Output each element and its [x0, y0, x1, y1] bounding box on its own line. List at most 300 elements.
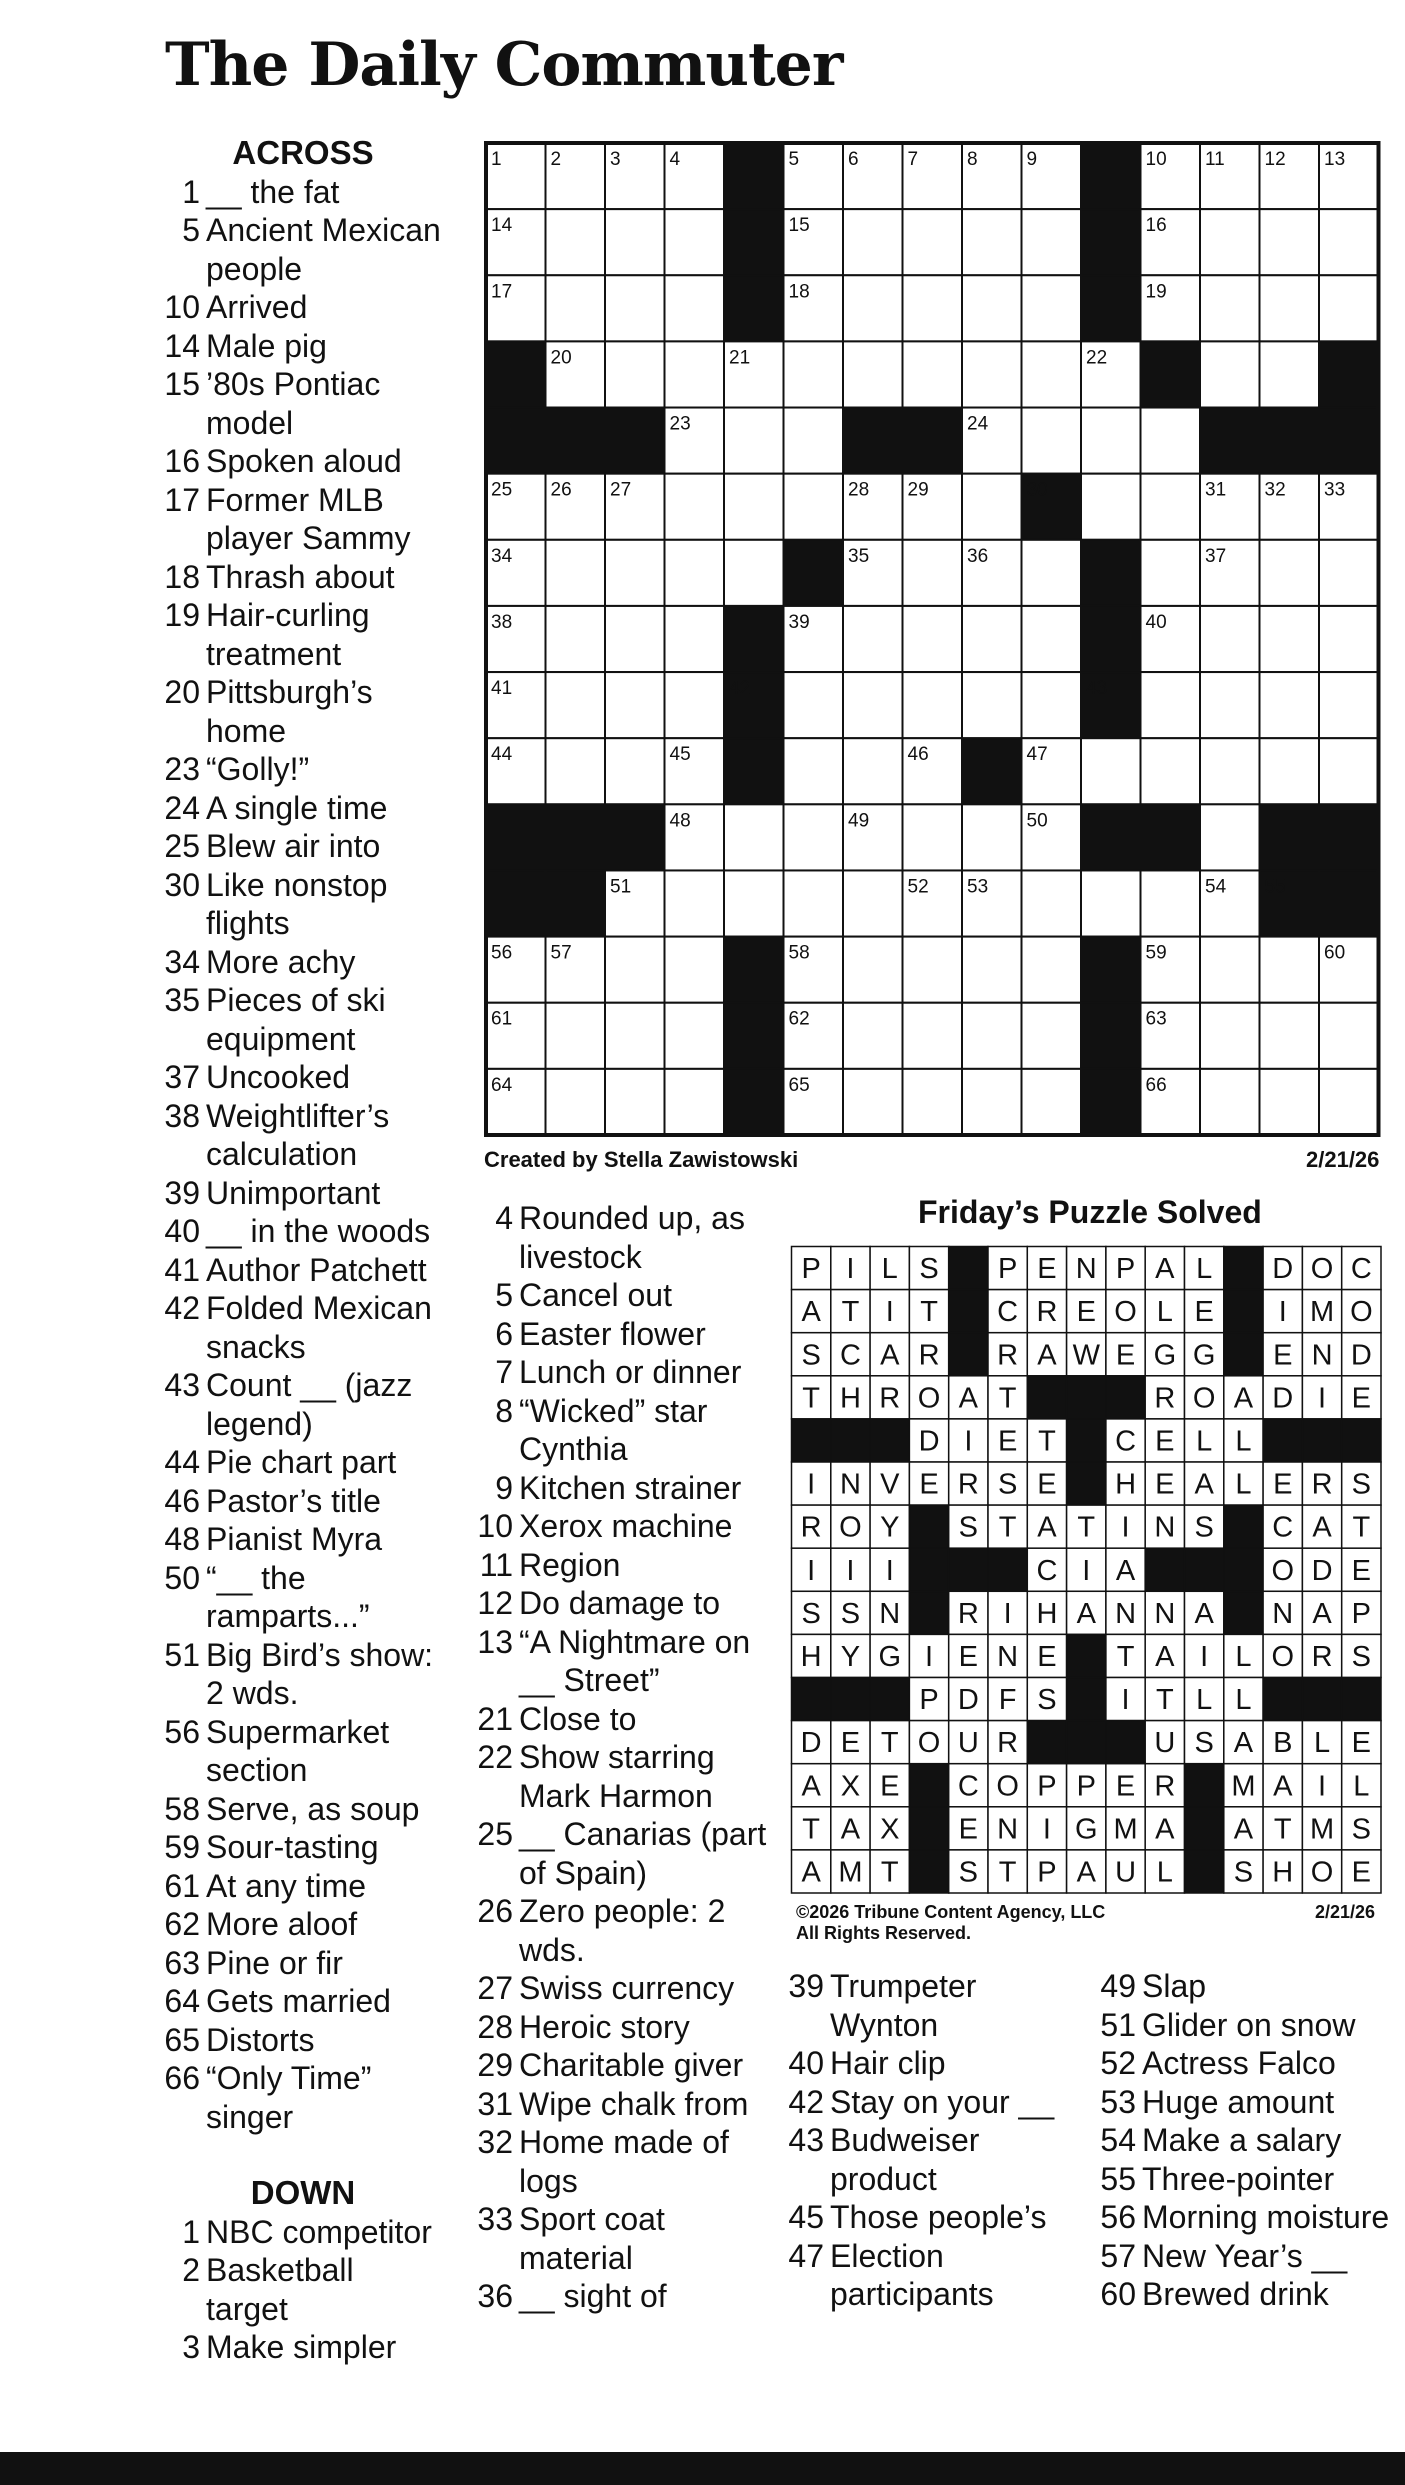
grid-cell[interactable]: [546, 275, 606, 341]
clue-item[interactable]: [476, 2008, 771, 2047]
cell-number: 62: [788, 1008, 810, 1030]
grid-cell[interactable]: [605, 209, 665, 275]
grid-cell[interactable]: [546, 1069, 606, 1135]
grid-cell[interactable]: [724, 408, 784, 474]
solution-letter: B: [1273, 1727, 1293, 1760]
grid-cell[interactable]: [1022, 341, 1082, 407]
cell-number: 27: [610, 479, 632, 501]
solved-puzzle-title: Friday’s Puzzle Solved: [918, 1194, 1262, 1230]
clue-item[interactable]: [787, 2044, 1077, 2083]
grid-cell[interactable]: [1260, 209, 1320, 275]
clue-item[interactable]: [476, 1315, 771, 1354]
grid-cell[interactable]: [843, 1069, 903, 1135]
grid-cell[interactable]: [843, 275, 903, 341]
solution-black-square: [909, 1548, 948, 1591]
clue-item[interactable]: [163, 1058, 443, 1097]
clue-number: 15: [164, 366, 200, 402]
grid-cell[interactable]: [903, 540, 963, 606]
grid-cell[interactable]: [784, 804, 844, 870]
clue-item[interactable]: [163, 1289, 443, 1366]
grid-cell[interactable]: [843, 606, 903, 672]
grid-cell[interactable]: [784, 738, 844, 804]
clue-text: Swiss currency: [519, 1970, 735, 2006]
grid-cell[interactable]: [665, 275, 725, 341]
clue-number: 46: [164, 1482, 200, 1519]
grid-cell[interactable]: [962, 474, 1022, 540]
solution-letter: S: [919, 1253, 939, 1286]
grid-cell[interactable]: [1141, 738, 1201, 804]
clue-text: Election participants: [830, 2237, 994, 2312]
solution-letter: X: [880, 1813, 900, 1846]
grid-cell[interactable]: [724, 540, 784, 606]
clue-number: 10: [477, 1508, 513, 1544]
grid-cell[interactable]: [665, 1069, 725, 1135]
grid-cell[interactable]: [962, 606, 1022, 672]
clue-number: 18: [164, 558, 200, 595]
grid-cell[interactable]: [605, 1069, 665, 1135]
grid-cell[interactable]: [1319, 275, 1379, 341]
clue-item[interactable]: [163, 1867, 443, 1906]
clue-text: Thrash about: [206, 558, 395, 595]
grid-cell[interactable]: [1022, 870, 1082, 936]
grid-cell[interactable]: [784, 341, 844, 407]
cell-number: 63: [1145, 1008, 1167, 1030]
grid-cell[interactable]: [962, 275, 1022, 341]
solution-black-square: [988, 1548, 1027, 1591]
clue-item[interactable]: [163, 481, 443, 558]
grid-cell[interactable]: [665, 474, 725, 540]
clue-item[interactable]: [163, 827, 443, 866]
clue-item[interactable]: [163, 2059, 443, 2136]
grid-cell[interactable]: [665, 1003, 725, 1069]
cell-number: 60: [1324, 942, 1346, 964]
grid-cell[interactable]: [1260, 1069, 1320, 1135]
clue-text: More achy: [206, 943, 356, 980]
grid-cell[interactable]: [1260, 341, 1320, 407]
grid-cell[interactable]: [843, 738, 903, 804]
clue-item[interactable]: [163, 173, 443, 212]
clue-item[interactable]: [476, 2085, 771, 2124]
solution-letter: U: [1154, 1727, 1176, 1760]
grid-cell[interactable]: [665, 606, 725, 672]
cell-number: 34: [491, 545, 513, 567]
grid-cell[interactable]: [546, 606, 606, 672]
grid-cell[interactable]: [1319, 672, 1379, 738]
grid-cell[interactable]: [1319, 1003, 1379, 1069]
grid-cell[interactable]: [903, 672, 963, 738]
copyright-line-2: All Rights Reserved.: [796, 1923, 972, 1943]
grid-cell[interactable]: [962, 341, 1022, 407]
grid-cell[interactable]: [605, 606, 665, 672]
grid-cell[interactable]: [1260, 937, 1320, 1003]
grid-cell[interactable]: [1141, 672, 1201, 738]
black-square: [1081, 804, 1141, 870]
clue-item[interactable]: [476, 1815, 771, 1892]
solution-letter: O: [1114, 1296, 1137, 1329]
clue-item[interactable]: [163, 1482, 443, 1521]
clue-number: 10: [164, 289, 200, 325]
clue-item[interactable]: [163, 365, 443, 442]
clue-item[interactable]: [163, 866, 443, 943]
clue-item[interactable]: [476, 1546, 771, 1585]
solution-letter: R: [1154, 1770, 1176, 1803]
grid-cell[interactable]: [1319, 1069, 1379, 1135]
clue-item[interactable]: [787, 2121, 1077, 2198]
grid-cell[interactable]: [1141, 870, 1201, 936]
solution-black-square: [1067, 1678, 1106, 1721]
clue-item[interactable]: [476, 1392, 771, 1469]
grid-cell[interactable]: [546, 672, 606, 738]
solution-letter: E: [1351, 1554, 1372, 1587]
solution-black-square: [1224, 1505, 1263, 1548]
clue-item[interactable]: [476, 1353, 771, 1392]
solution-letter: S: [958, 1856, 979, 1889]
grid-cell[interactable]: [1200, 209, 1260, 275]
solution-letter: N: [997, 1813, 1019, 1846]
cell-number: 13: [1324, 149, 1346, 170]
grid-cell[interactable]: [1260, 540, 1320, 606]
solution-black-square: [949, 1548, 988, 1591]
clue-item[interactable]: [163, 1097, 443, 1174]
grid-cell[interactable]: [1022, 1069, 1082, 1135]
grid-cell[interactable]: [1200, 738, 1260, 804]
solution-letter: T: [1273, 1813, 1292, 1846]
grid-cell[interactable]: [843, 341, 903, 407]
grid-cell[interactable]: [605, 540, 665, 606]
clue-number: 63: [164, 1944, 200, 1981]
clue-item[interactable]: [787, 1967, 1077, 2044]
clue-number: 41: [164, 1251, 200, 1288]
grid-cell[interactable]: [724, 474, 784, 540]
clue-item[interactable]: [476, 1507, 771, 1546]
clue-item[interactable]: [163, 981, 443, 1058]
solution-letter: N: [839, 1468, 861, 1501]
clue-item[interactable]: [163, 1713, 443, 1790]
black-square: [1319, 408, 1379, 474]
clue-text: New Year’s __: [1142, 2237, 1348, 2274]
solution-black-square: [1302, 1678, 1341, 1721]
clue-text: Huge amount: [1142, 2083, 1335, 2120]
grid-cell[interactable]: [605, 275, 665, 341]
grid-cell[interactable]: [962, 672, 1022, 738]
clue-text: A single time: [206, 789, 388, 826]
clue-text: Three-pointer: [1142, 2160, 1335, 2197]
grid-cell[interactable]: [1022, 672, 1082, 738]
grid-cell[interactable]: [903, 1069, 963, 1135]
grid-cell[interactable]: [665, 870, 725, 936]
grid-cell[interactable]: [903, 937, 963, 1003]
grid-cell[interactable]: [546, 209, 606, 275]
grid-cell[interactable]: [903, 275, 963, 341]
grid-cell[interactable]: [1200, 1069, 1260, 1135]
grid-cell[interactable]: [1200, 804, 1260, 870]
solved-puzzle-grid: [790, 1245, 1384, 1896]
clue-item[interactable]: [163, 1366, 443, 1443]
clue-item[interactable]: [1099, 2083, 1399, 2122]
clue-item[interactable]: [1099, 2275, 1399, 2314]
clue-item[interactable]: [163, 1174, 443, 1213]
clue-item[interactable]: [163, 211, 443, 288]
clue-text: Basketball target: [206, 2252, 354, 2327]
grid-cell[interactable]: [605, 672, 665, 738]
grid-cell[interactable]: [1200, 1003, 1260, 1069]
grid-cell[interactable]: [665, 672, 725, 738]
solution-letter: E: [1155, 1468, 1175, 1501]
grid-cell[interactable]: [962, 804, 1022, 870]
grid-cell[interactable]: [1022, 408, 1082, 474]
grid-cell[interactable]: [784, 672, 844, 738]
solution-letter: R: [997, 1339, 1019, 1372]
cell-number: 64: [491, 1074, 513, 1096]
clue-item[interactable]: [787, 2237, 1077, 2314]
grid-cell[interactable]: [665, 209, 725, 275]
grid-cell[interactable]: [784, 408, 844, 474]
grid-cell[interactable]: [1260, 672, 1320, 738]
clue-item[interactable]: [1099, 2044, 1399, 2083]
cell-number: 52: [907, 876, 929, 898]
grid-cell[interactable]: [903, 341, 963, 407]
clue-number: 9: [495, 1469, 513, 1506]
clue-item[interactable]: [163, 442, 443, 481]
grid-cell[interactable]: [903, 606, 963, 672]
clue-item[interactable]: [476, 1199, 771, 1276]
puzzle-date: 2/21/26: [1306, 1147, 1380, 1172]
grid-cell[interactable]: [1260, 275, 1320, 341]
clue-item[interactable]: [476, 1584, 771, 1623]
bottom-bar: [0, 2452, 1405, 2485]
grid-cell[interactable]: [962, 1003, 1022, 1069]
grid-cell[interactable]: [1141, 408, 1201, 474]
clue-item[interactable]: [476, 1276, 771, 1315]
solution-letter: U: [1115, 1856, 1137, 1889]
grid-cell[interactable]: [605, 1003, 665, 1069]
grid-cell[interactable]: [784, 870, 844, 936]
solution-letter: A: [801, 1296, 821, 1329]
grid-cell[interactable]: [1022, 275, 1082, 341]
grid-cell[interactable]: [843, 870, 903, 936]
solution-letter: N: [1272, 1597, 1294, 1630]
clue-item[interactable]: [476, 1623, 771, 1700]
clue-item[interactable]: [476, 1892, 771, 1969]
grid-cell[interactable]: [546, 738, 606, 804]
clue-number: 56: [1100, 2199, 1136, 2235]
solution-letter: S: [1351, 1468, 1372, 1501]
grid-cell[interactable]: [784, 474, 844, 540]
clue-number: 40: [788, 2045, 824, 2081]
clue-item[interactable]: [163, 596, 443, 673]
clue-item[interactable]: [1099, 2198, 1399, 2237]
grid-cell[interactable]: [843, 937, 903, 1003]
clue-item[interactable]: [163, 1443, 443, 1482]
clue-item[interactable]: [1099, 2160, 1399, 2199]
grid-cell[interactable]: [903, 804, 963, 870]
clue-item[interactable]: [1099, 2237, 1399, 2276]
grid-cell[interactable]: [546, 540, 606, 606]
black-square: [546, 804, 606, 870]
grid-cell[interactable]: [1081, 738, 1141, 804]
clue-text: Xerox machine: [519, 1508, 733, 1544]
grid-cell[interactable]: [962, 937, 1022, 1003]
grid-cell[interactable]: [724, 804, 784, 870]
grid-cell[interactable]: [1200, 341, 1260, 407]
cell-number: 11: [1205, 149, 1225, 170]
cell-number: 38: [491, 611, 513, 633]
clue-number: 25: [477, 1816, 513, 1852]
clue-item[interactable]: [163, 1790, 443, 1829]
clue-item[interactable]: [1099, 1967, 1399, 2006]
solution-letter: M: [1309, 1296, 1335, 1329]
clue-item[interactable]: [163, 750, 443, 789]
solution-letter: D: [1350, 1339, 1372, 1372]
solution-letter: C: [1115, 1425, 1137, 1458]
clue-item[interactable]: [163, 1520, 443, 1559]
clue-item[interactable]: [163, 2213, 443, 2252]
solution-letter: T: [802, 1382, 821, 1415]
grid-cell[interactable]: [1319, 209, 1379, 275]
grid-cell[interactable]: [1141, 540, 1201, 606]
solution-letter: T: [1352, 1511, 1371, 1544]
cell-number: 16: [1145, 215, 1167, 237]
clue-item[interactable]: [163, 327, 443, 366]
grid-cell[interactable]: [665, 540, 725, 606]
solution-letter: A: [840, 1813, 861, 1846]
grid-cell[interactable]: [903, 209, 963, 275]
clue-item[interactable]: [476, 2200, 771, 2277]
cell-number: 21: [729, 347, 751, 369]
clue-item[interactable]: [476, 2277, 771, 2316]
clue-item[interactable]: [163, 2328, 443, 2367]
grid-cell[interactable]: [1141, 474, 1201, 540]
grid-cell[interactable]: [1022, 540, 1082, 606]
solution-letter: O: [996, 1770, 1019, 1803]
grid-cell[interactable]: [962, 1069, 1022, 1135]
grid-cell[interactable]: [1081, 408, 1141, 474]
solution-black-square: [1342, 1678, 1381, 1721]
grid-cell[interactable]: [724, 870, 784, 936]
clue-item[interactable]: [163, 1559, 443, 1636]
grid-cell[interactable]: [1319, 540, 1379, 606]
solution-letter: R: [997, 1727, 1019, 1760]
clue-item[interactable]: [1099, 2121, 1399, 2160]
solution-letter: P: [1037, 1856, 1057, 1889]
clue-number: 53: [1100, 2083, 1136, 2120]
cell-number: 22: [1086, 347, 1108, 369]
clue-number: 43: [164, 1367, 200, 1403]
clue-text: Stay on your __: [830, 2083, 1055, 2120]
grid-cell[interactable]: [843, 1003, 903, 1069]
clue-number: 5: [182, 212, 200, 248]
grid-cell[interactable]: [1200, 606, 1260, 672]
clue-text: Budweiser product: [830, 2122, 980, 2197]
solution-letter: S: [1037, 1684, 1057, 1717]
clue-item[interactable]: [163, 1251, 443, 1290]
grid-cell[interactable]: [1200, 275, 1260, 341]
grid-cell[interactable]: [1319, 606, 1379, 672]
solution-letter: I: [846, 1253, 855, 1286]
clue-item[interactable]: [476, 2123, 771, 2200]
grid-cell[interactable]: [546, 1003, 606, 1069]
grid-cell[interactable]: [605, 341, 665, 407]
solution-black-square: [1263, 1678, 1302, 1721]
black-square: [1260, 408, 1320, 474]
solution-letter: E: [919, 1468, 939, 1501]
grid-cell[interactable]: [1022, 937, 1082, 1003]
clue-item[interactable]: [1099, 2006, 1399, 2045]
clue-item[interactable]: [163, 673, 443, 750]
grid-cell[interactable]: [1200, 937, 1260, 1003]
solution-letter: R: [1311, 1640, 1333, 1673]
clue-item[interactable]: [163, 943, 443, 982]
clue-item[interactable]: [476, 1969, 771, 2008]
clue-item[interactable]: [476, 2046, 771, 2085]
grid-cell[interactable]: [1319, 738, 1379, 804]
clue-item[interactable]: [163, 1944, 443, 1983]
clue-number: 36: [477, 2278, 513, 2314]
grid-cell[interactable]: [1260, 606, 1320, 672]
grid-cell[interactable]: [1022, 606, 1082, 672]
clue-item[interactable]: [163, 789, 443, 828]
grid-cell[interactable]: [843, 672, 903, 738]
solution-letter: I: [1003, 1597, 1012, 1630]
clue-item[interactable]: [476, 1700, 771, 1739]
clue-item[interactable]: [163, 558, 443, 597]
clue-number: 65: [164, 2021, 200, 2058]
solution-letter: A: [1076, 1597, 1096, 1630]
grid-cell[interactable]: [1260, 1003, 1320, 1069]
grid-cell[interactable]: [1022, 1003, 1082, 1069]
grid-cell[interactable]: [1022, 209, 1082, 275]
grid-cell[interactable]: [1081, 870, 1141, 936]
clue-column-4: [1099, 1967, 1399, 2314]
clue-item[interactable]: [163, 288, 443, 327]
grid-cell[interactable]: [843, 209, 903, 275]
clue-item[interactable]: [163, 1212, 443, 1251]
clue-item[interactable]: [163, 2021, 443, 2060]
grid-cell[interactable]: [903, 1003, 963, 1069]
clue-item[interactable]: [163, 1828, 443, 1867]
clue-text: Brewed drink: [1142, 2276, 1329, 2312]
cell-number: 2: [550, 149, 562, 170]
clue-number: 28: [477, 2008, 513, 2045]
solution-letter: T: [1077, 1511, 1096, 1544]
clue-item[interactable]: [787, 2083, 1077, 2122]
clue-item[interactable]: [476, 1469, 771, 1508]
black-square: [1081, 209, 1141, 275]
grid-cell[interactable]: [1081, 474, 1141, 540]
black-square: [1319, 341, 1379, 407]
cell-number: 56: [491, 942, 513, 964]
clue-item[interactable]: [163, 1905, 443, 1944]
clue-item[interactable]: [476, 1738, 771, 1815]
grid-cell[interactable]: [665, 937, 725, 1003]
black-square: [724, 1069, 784, 1135]
grid-cell[interactable]: [1200, 672, 1260, 738]
grid-cell[interactable]: [962, 209, 1022, 275]
grid-cell[interactable]: [665, 341, 725, 407]
clue-text: Supermarket section: [206, 1713, 390, 1788]
clue-item[interactable]: [163, 2251, 443, 2328]
crossword-grid[interactable]: [484, 141, 1384, 1137]
clue-item[interactable]: [787, 2198, 1077, 2237]
clue-item[interactable]: [163, 1636, 443, 1713]
solution-letter: N: [1075, 1253, 1097, 1286]
grid-cell[interactable]: [605, 937, 665, 1003]
clue-item[interactable]: [163, 1982, 443, 2021]
grid-cell[interactable]: [605, 738, 665, 804]
grid-cell[interactable]: [1260, 738, 1320, 804]
clue-text: NBC competitor: [206, 2213, 432, 2250]
clue-number: 26: [477, 1893, 513, 1929]
